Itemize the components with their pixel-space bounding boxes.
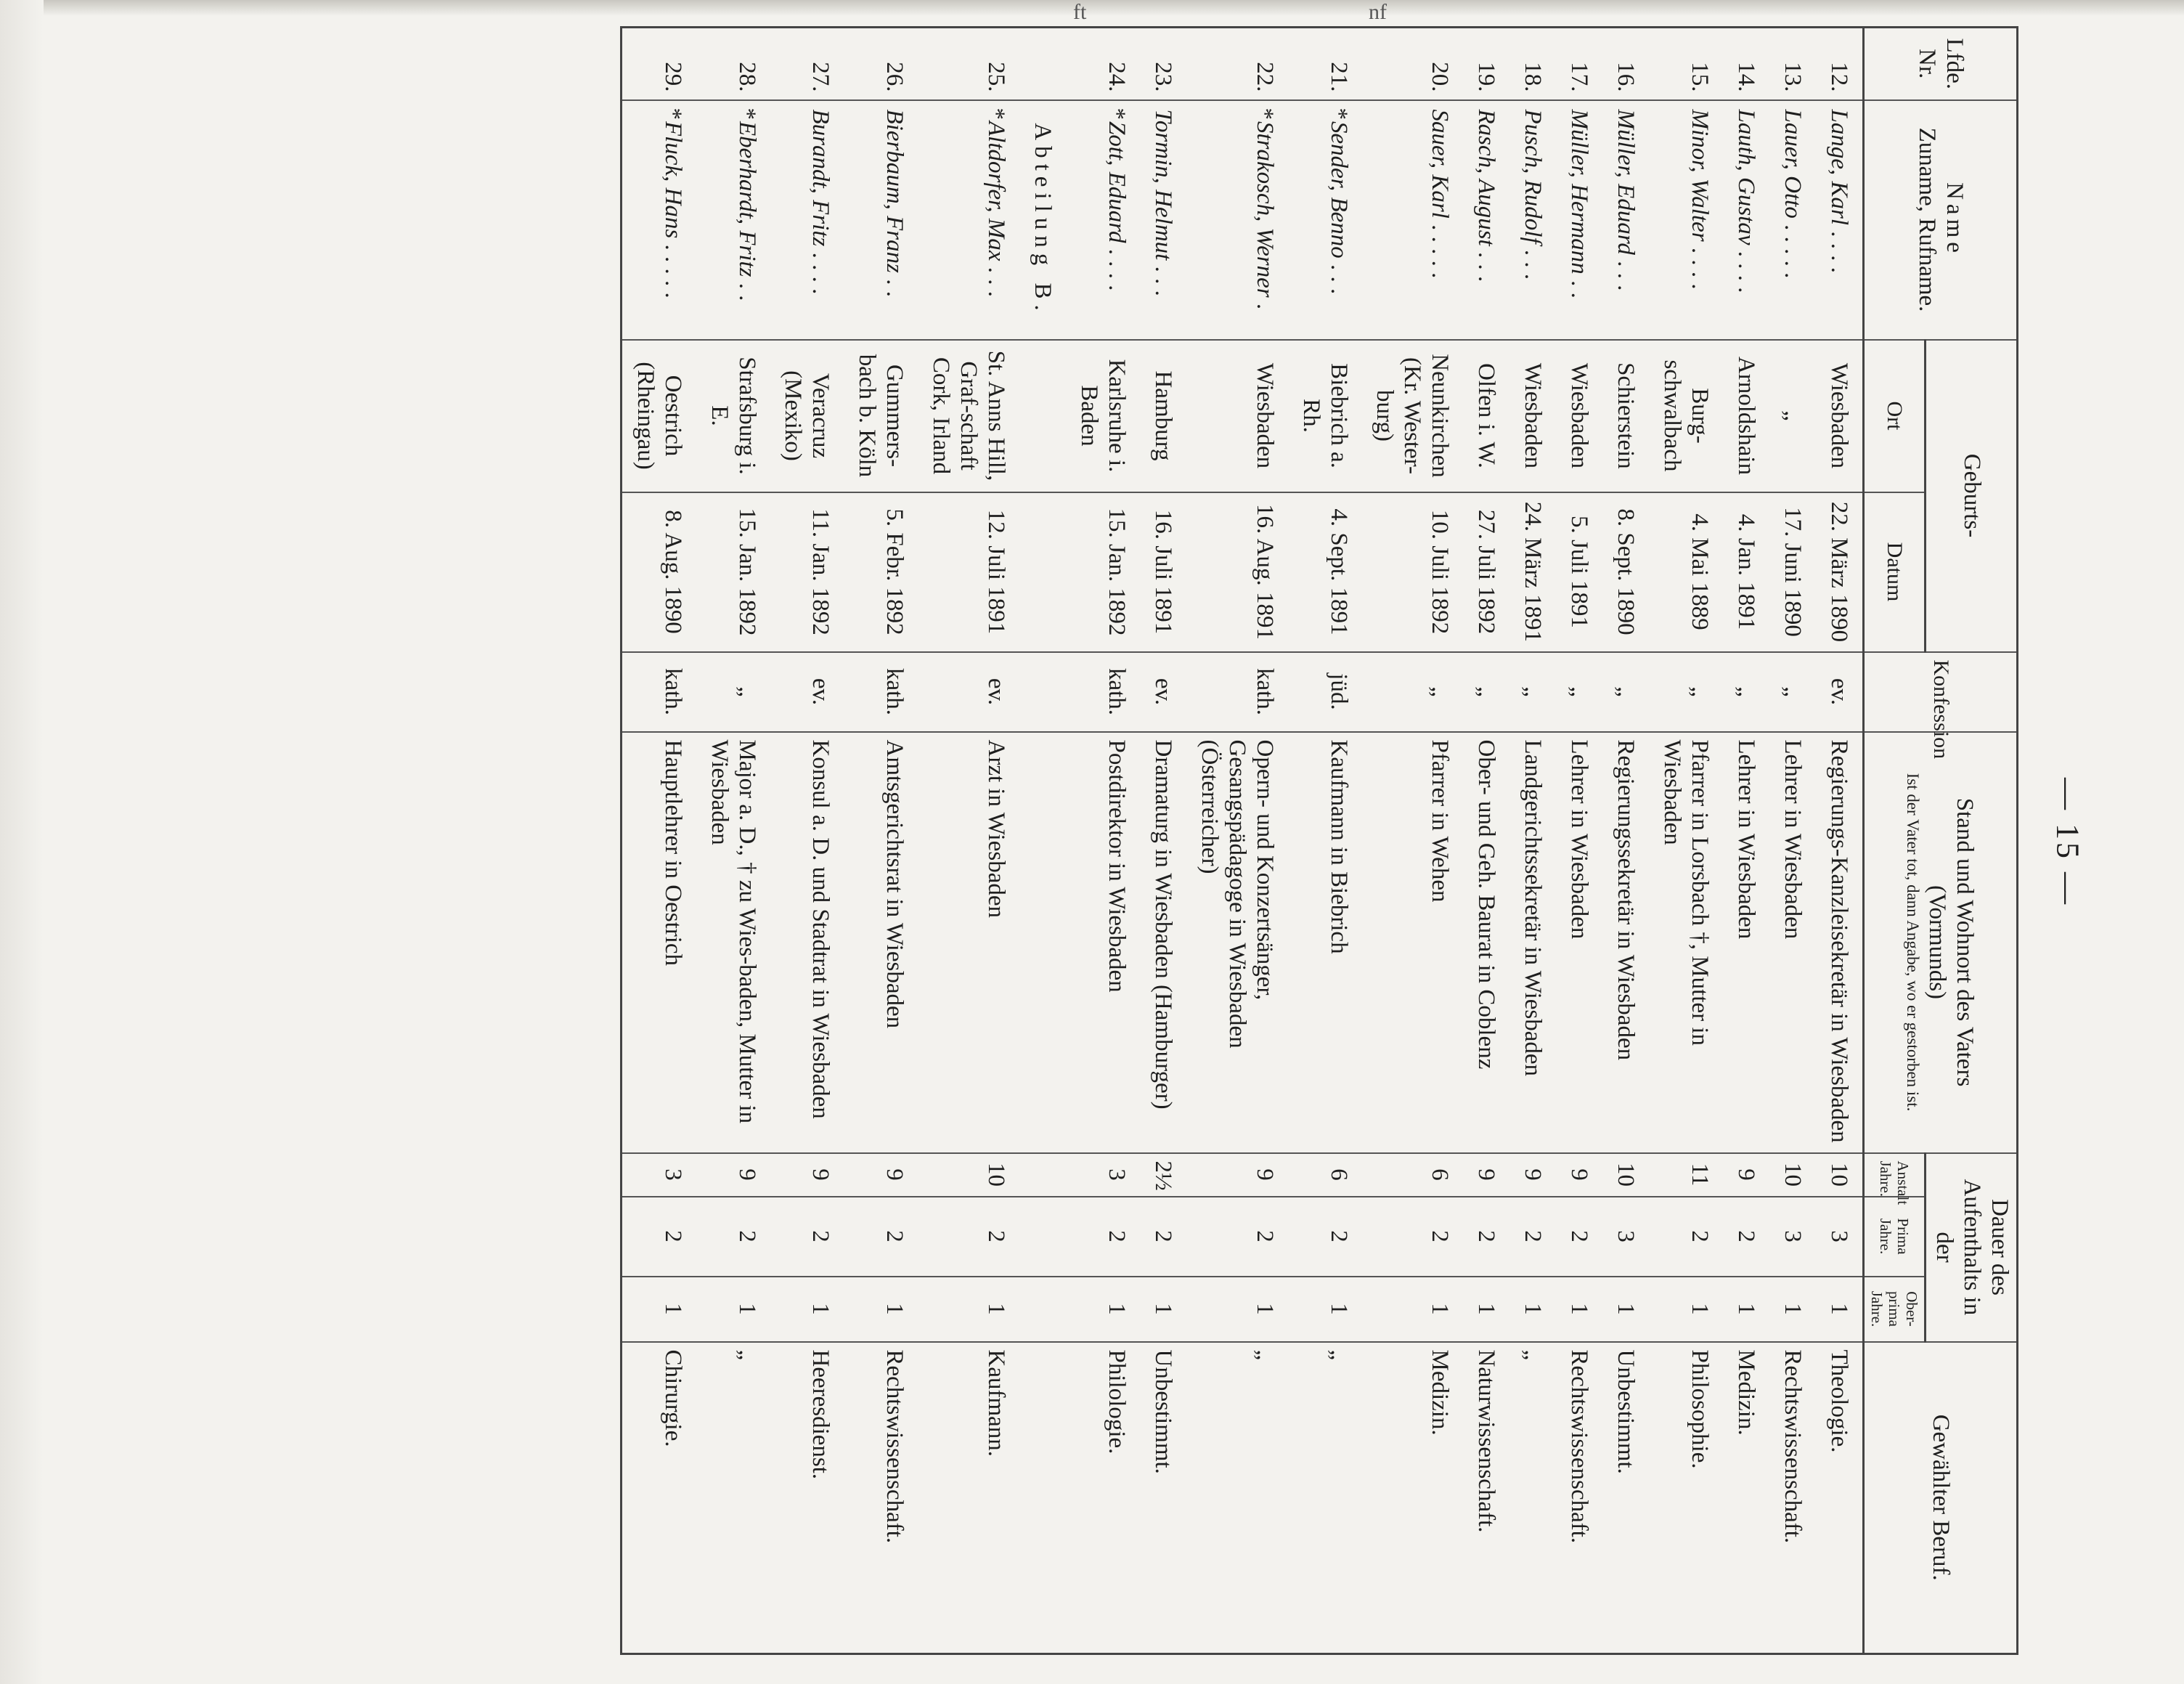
row-datum: 17. Juni 1890 [1769,492,1816,652]
asterisk-mark: * [733,107,760,120]
row-nr: 24. [1066,28,1140,100]
row-beruf: „ [1288,1342,1362,1654]
col-prima: Prima Jahre. [1863,1197,1925,1277]
leader-dots: . . . [1473,251,1500,282]
row-name [1769,100,1816,340]
leader-dots: . . . . . [1779,224,1806,279]
row-datum: 8. Sept. 1890 [1602,492,1649,652]
student-name: Lauth, Gustav [1732,109,1759,245]
row-stand: Major a. D., † zu Wies-baden, Mutter in Wiesbaden [696,732,770,1153]
row-ort: Burg-schwalbach [1649,340,1723,492]
row-stand: Arzt in Wiesbaden [918,732,1019,1153]
row-konfession: kath. [1066,652,1140,732]
row-anstalt: 9 [696,1153,770,1197]
student-name: Lauer, Otto [1779,109,1806,219]
row-beruf: Unbestimmt. [1140,1342,1186,1654]
row-prima: 2 [1509,1197,1556,1277]
row-beruf: Rechtswissenschaft. [1556,1342,1602,1654]
row-ort: Wiesbaden [1186,340,1288,492]
row-konfession: „ [1463,652,1509,732]
student-name: Minor, Walter [1686,109,1713,242]
row-anstalt: 9 [1186,1153,1288,1197]
row-anstalt: 6 [1288,1153,1362,1197]
row-prima: 2 [621,1197,696,1277]
row-name [1362,100,1464,340]
row-anstalt: 3 [621,1153,696,1197]
row-nr: 28. [696,28,770,100]
row-stand: Konsul a. D. und Stadtrat in Wiesbaden [770,732,844,1153]
student-name: Zott, Eduard [1103,121,1130,243]
table-row [1769,28,1816,1654]
row-anstalt: 9 [1723,1153,1769,1197]
row-oberprima: 1 [1816,1277,1863,1342]
student-name: Sender, Benno [1325,121,1352,259]
row-stand: Pfarrer in Wehen [1362,732,1464,1153]
row-nr: 14. [1723,28,1769,100]
register-page [218,26,2018,1653]
row-oberprima: 1 [1463,1277,1509,1342]
row-name [1463,100,1509,340]
row-oberprima: 1 [1602,1277,1649,1342]
row-nr: 21. [1288,28,1362,100]
table-row [621,28,696,1654]
row-nr: 27. [770,28,844,100]
row-nr: 12. [1816,28,1863,100]
row-anstalt: 10 [1769,1153,1816,1197]
row-stand: Regierungs-Kanzleisekretär in Wiesbaden [1816,732,1863,1153]
row-konfession: „ [1509,652,1556,732]
student-name: Rasch, August [1473,109,1500,246]
row-stand: Regierungssekretär in Wiesbaden [1602,732,1649,1153]
leader-dots: . . . [1325,264,1352,295]
row-konfession: kath. [844,652,918,732]
row-prima: 2 [844,1197,918,1277]
row-stand: Amtsgerichtsrat in Wiesbaden [844,732,918,1153]
table-row [1362,28,1464,1654]
row-oberprima: 1 [1509,1277,1556,1342]
row-konfession: „ [1649,652,1723,732]
row-oberprima: 1 [844,1277,918,1342]
row-beruf: Rechtswissenschaft. [844,1342,918,1654]
row-oberprima: 1 [1362,1277,1464,1342]
student-name: Müller, Eduard [1613,109,1639,255]
asterisk-mark: * [983,107,1010,120]
student-name: Burandt, Fritz [807,109,834,247]
table-row [1602,28,1649,1654]
rows-abteilung-b [621,28,1019,1654]
row-anstalt: 9 [770,1153,844,1197]
scan-left-edge [0,0,44,1684]
row-ort: Karlsruhe i. Baden [1066,340,1140,492]
header-row-1 [1926,28,2018,1654]
student-name: Lange, Karl [1825,109,1852,226]
student-name: Sauer, Karl [1427,109,1454,219]
table-header [1863,28,2017,1654]
leader-dots: . . . . [1103,248,1130,291]
asterisk-mark: * [1251,107,1278,120]
row-stand: Ober- und Geh. Baurat in Coblenz [1463,732,1509,1153]
row-oberprima: 1 [1186,1277,1288,1342]
row-konfession: ev. [770,652,844,732]
row-oberprima: 1 [770,1277,844,1342]
row-datum: 15. Jan. 1892 [1066,492,1140,652]
row-beruf: Philologie. [1066,1342,1140,1654]
col-datum: Datum [1863,492,1925,652]
row-datum: 11. Jan. 1892 [770,492,844,652]
col-beruf: Gewählter Beruf. [1863,1342,2017,1654]
row-nr: 22. [1186,28,1288,100]
row-stand: Lehrer in Wiesbaden [1769,732,1816,1153]
section-row [1019,28,1066,1654]
row-name [696,100,770,340]
row-anstalt: 10 [1816,1153,1863,1197]
row-oberprima: 1 [1066,1277,1140,1342]
row-datum: 10. Juli 1892 [1362,492,1464,652]
row-anstalt: 9 [1463,1153,1509,1197]
row-prima: 3 [1602,1197,1649,1277]
row-prima: 2 [1649,1197,1723,1277]
table-row [844,28,918,1654]
row-datum: 12. Juli 1891 [918,492,1019,652]
col-anstalt: Anstalt Jahre. [1863,1153,1925,1197]
leader-dots: . . [733,282,760,301]
table-row [1816,28,1863,1654]
row-beruf: „ [696,1342,770,1654]
row-konfession: „ [1723,652,1769,732]
row-konfession: „ [1769,652,1816,732]
table-row [696,28,770,1654]
row-konfession: kath. [621,652,696,732]
row-konfession: ev. [1140,652,1186,732]
row-ort: Biebrich a. Rh. [1288,340,1362,492]
row-ort: Olfen i. W. [1463,340,1509,492]
row-anstalt: 6 [1362,1153,1464,1197]
row-prima: 2 [1362,1197,1464,1277]
row-stand: Hauptlehrer in Oestrich [621,732,696,1153]
table-row [1140,28,1186,1654]
row-name [918,100,1019,340]
row-prima: 2 [918,1197,1019,1277]
row-beruf: Unbestimmt. [1602,1342,1649,1654]
table-row [1186,28,1288,1654]
student-name: Pusch, Rudolf [1520,109,1547,244]
row-ort: Wiesbaden [1509,340,1556,492]
row-datum: 5. Febr. 1892 [844,492,918,652]
row-ort: „ [1769,340,1816,492]
row-prima: 2 [696,1197,770,1277]
row-konfession: „ [1602,652,1649,732]
row-nr: 25. [918,28,1019,100]
row-anstalt: 2½ [1140,1153,1186,1197]
row-nr: 19. [1463,28,1509,100]
row-anstalt: 9 [1556,1153,1602,1197]
row-oberprima: 1 [1649,1277,1723,1342]
student-register-table [620,26,2018,1655]
row-ort: St. Anns Hill, Graf-schaft Cork, Irland [918,340,1019,492]
leader-dots: . . . . . [1427,224,1454,279]
col-geburts: Geburts- [1926,340,2018,652]
table-row [1649,28,1723,1654]
table-row [1509,28,1556,1654]
table-row [1556,28,1602,1654]
row-datum: 4. Jan. 1891 [1723,492,1769,652]
row-prima: 2 [1463,1197,1509,1277]
table-row [770,28,844,1654]
table-row [1288,28,1362,1654]
student-name: Fluck, Hans [659,121,686,239]
row-konfession: jüd. [1288,652,1362,732]
table-row [1066,28,1140,1654]
row-beruf: Naturwissenschaft. [1463,1342,1509,1654]
row-name [1066,100,1140,340]
section-b [1019,28,1066,1654]
row-datum: 8. Aug. 1890 [621,492,696,652]
row-ort: Gummers-bach b. Köln [844,340,918,492]
row-beruf: Medizin. [1362,1342,1464,1654]
row-oberprima: 1 [621,1277,696,1342]
row-stand: Opern- und Konzertsänger, Gesangspädagoge in Wiesbaden (Österreicher) [1186,732,1288,1153]
student-name: Altdorfer, Max [983,121,1010,261]
row-stand: Dramaturg in Wiesbaden (Hamburger) [1140,732,1186,1153]
row-nr: 18. [1509,28,1556,100]
table-row [1723,28,1769,1654]
leader-dots: . . . [983,267,1010,297]
col-dauer: Dauer des Aufenthalts in der [1926,1153,2018,1342]
leader-dots: . . . [1149,266,1176,296]
row-datum: 5. Juli 1891 [1556,492,1602,652]
row-datum: 4. Sept. 1891 [1288,492,1362,652]
leader-dots: . . . [1613,261,1639,291]
row-name [1509,100,1556,340]
row-beruf: Chirurgie. [621,1342,696,1654]
student-name: Müller, Hermann [1566,109,1593,274]
row-name [844,100,918,340]
row-ort: Wiesbaden [1816,340,1863,492]
row-beruf: „ [1186,1342,1288,1654]
row-datum: 4. Mai 1889 [1649,492,1723,652]
row-datum: 16. Aug. 1891 [1186,492,1288,652]
row-stand: Pfarrer in Lorsbach †, Mutter in Wiesbaden [1649,732,1723,1153]
register-rotated [218,26,2018,1653]
row-anstalt: 10 [1602,1153,1649,1197]
row-konfession: „ [696,652,770,732]
scan-top-shadow [0,0,2184,16]
asterisk-mark: * [659,107,686,120]
row-ort: Schierstein [1602,340,1649,492]
col-konfession: Konfession [1863,652,2017,732]
row-prima: 2 [770,1197,844,1277]
row-name [1816,100,1863,340]
leader-dots: . . [1566,280,1593,298]
row-nr: 23. [1140,28,1186,100]
row-name [1288,100,1362,340]
row-datum: 15. Jan. 1892 [696,492,770,652]
row-beruf: „ [1509,1342,1556,1654]
section-heading: Abteilung B. [1019,100,1066,340]
row-stand: Lehrer in Wiesbaden [1723,732,1769,1153]
row-prima: 2 [1556,1197,1602,1277]
leader-dots: . [1251,303,1278,310]
row-konfession: „ [1556,652,1602,732]
row-ort: Veracruz (Mexiko) [770,340,844,492]
leader-dots: . . . . [807,252,834,295]
row-konfession: „ [1362,652,1464,732]
row-prima: 2 [1723,1197,1769,1277]
student-name: Tormin, Helmut [1149,109,1176,261]
row-beruf: Philosophie. [1649,1342,1723,1654]
row-konfession: ev. [1816,652,1863,732]
asterisk-mark: * [1325,107,1352,120]
row-ort: Oestrich (Rheingau) [621,340,696,492]
row-nr: 13. [1769,28,1816,100]
row-konfession: ev. [918,652,1019,732]
row-stand: Landgerichtssekretär in Wiesbaden [1509,732,1556,1153]
row-name [770,100,844,340]
student-name: Strakosch, Werner [1251,121,1278,298]
leader-dots: . . . . [1825,231,1852,274]
row-prima: 2 [1140,1197,1186,1277]
row-oberprima: 1 [1769,1277,1816,1342]
student-name: Bierbaum, Franz [881,109,908,273]
row-stand: Lehrer in Wiesbaden [1556,732,1602,1153]
col-stand: Stand und Wohnort des Vaters (Vormunds) Ist der Vater tot, dann Angabe, wo er gestorben ist. [1863,732,2017,1153]
row-nr: 29. [621,28,696,100]
row-beruf: Theologie. [1816,1342,1863,1654]
row-name [1723,100,1769,340]
row-prima: 2 [1186,1197,1288,1277]
row-anstalt: 11 [1649,1153,1723,1197]
row-nr: 15. [1649,28,1723,100]
row-oberprima: 1 [696,1277,770,1342]
row-ort: Neunkirchen (Kr. Wester-burg) [1362,340,1464,492]
rows-abteilung-a [1066,28,1863,1654]
leader-dots: . . . [1520,249,1547,280]
row-prima: 3 [1816,1197,1863,1277]
row-konfession: kath. [1186,652,1288,732]
row-name [1649,100,1723,340]
row-nr: 17. [1556,28,1602,100]
asterisk-mark: * [1103,107,1130,120]
row-stand: Postdirektor in Wiesbaden [1066,732,1140,1153]
row-beruf: Kaufmann. [918,1342,1019,1654]
page-number: — 15 — [2050,778,2086,907]
row-ort: Wiesbaden [1556,340,1602,492]
col-name: Name Zuname, Rufname. [1863,100,2017,340]
student-name: Eberhardt, Fritz [733,121,760,277]
row-prima: 2 [1288,1197,1362,1277]
table-row [918,28,1019,1654]
row-datum: 22. März 1890 [1816,492,1863,652]
leader-dots: . . . . [1686,247,1713,290]
row-nr: 26. [844,28,918,100]
row-prima: 3 [1769,1197,1816,1277]
row-anstalt: 10 [918,1153,1019,1197]
row-beruf: Rechtswissenschaft. [1769,1342,1816,1654]
col-ort: Ort [1863,340,1925,492]
row-anstalt: 3 [1066,1153,1140,1197]
row-name [1186,100,1288,340]
row-oberprima: 1 [918,1277,1019,1342]
row-name [621,100,696,340]
row-name [1140,100,1186,340]
leader-dots: . . [881,279,908,297]
leader-dots: . . . . . [659,244,686,298]
table-row [1463,28,1509,1654]
row-oberprima: 1 [1288,1277,1362,1342]
col-nr: Lfde. Nr. [1863,28,2017,100]
row-datum: 24. März 1891 [1509,492,1556,652]
row-name [1602,100,1649,340]
col-oberprima: Ober-prima Jahre. [1863,1277,1925,1342]
row-stand: Kaufmann in Biebrich [1288,732,1362,1153]
row-name [1556,100,1602,340]
row-oberprima: 1 [1556,1277,1602,1342]
row-oberprima: 1 [1723,1277,1769,1342]
row-anstalt: 9 [844,1153,918,1197]
row-beruf: Heeresdienst. [770,1342,844,1654]
row-ort: Strafsburg i. E. [696,340,770,492]
row-datum: 27. Juli 1892 [1463,492,1509,652]
row-nr: 20. [1362,28,1464,100]
row-oberprima: 1 [1140,1277,1186,1342]
scan-mark-1: nf [1369,0,1387,24]
leader-dots: . . . . [1732,251,1759,293]
row-anstalt: 9 [1509,1153,1556,1197]
scan-mark-2: ft [1073,0,1087,24]
row-prima: 2 [1066,1197,1140,1277]
row-datum: 16. Juli 1891 [1140,492,1186,652]
row-beruf: Medizin. [1723,1342,1769,1654]
row-nr: 16. [1602,28,1649,100]
row-ort: Hamburg [1140,340,1186,492]
row-ort: Arnoldshain [1723,340,1769,492]
